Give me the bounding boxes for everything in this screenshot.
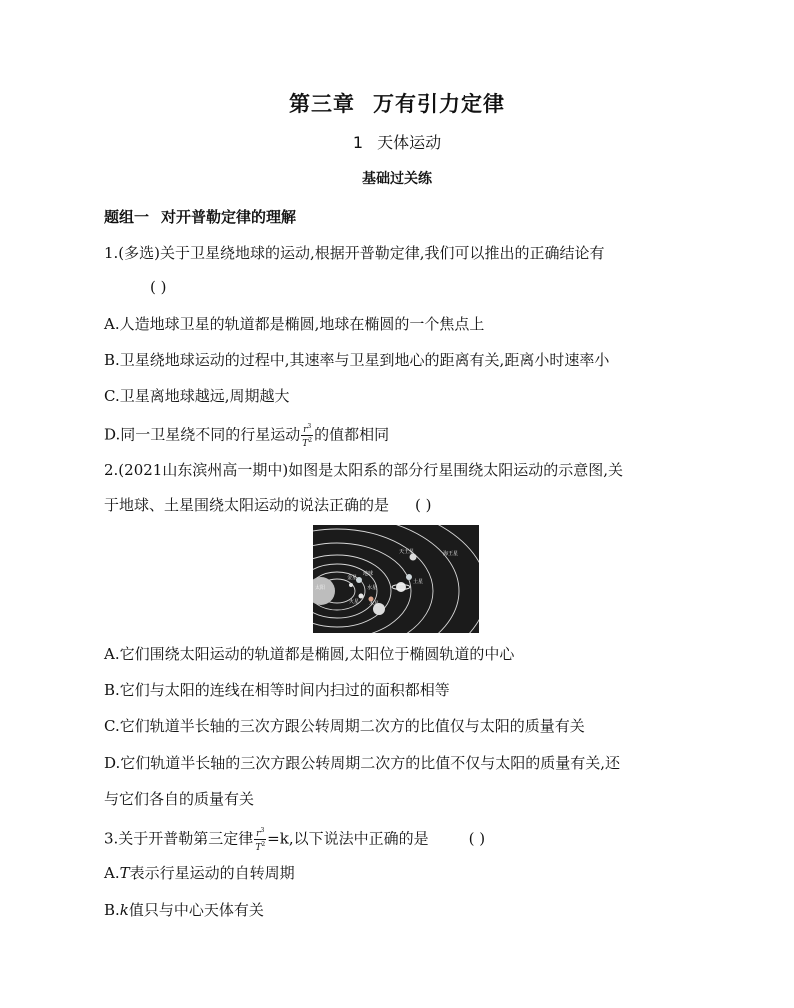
label-venus: 金星 — [347, 575, 358, 581]
practice-title: 基础过关练 — [362, 171, 432, 187]
fraction-numerator: r — [256, 829, 261, 839]
r3-over-t2-fraction: $\frac{r^3}{T^2}$ — [302, 423, 313, 449]
q3-answer-paren: ( ) — [468, 829, 486, 848]
uranus-icon — [406, 574, 412, 580]
q2-stem-line2-text: 于地球、土星围绕太阳运动的说法正确的是 — [104, 496, 390, 514]
q1-stem: 1.(多选)关于卫星绕地球的运动,根据开普勒定律,我们可以推出的正确结论有 — [104, 244, 605, 262]
q1-answer-paren: ( ) — [150, 278, 167, 296]
q3-option-a — [104, 863, 295, 883]
q2-stem-line1: 2.(2021山东滨州高一期中)如图是太阳系的部分行星围绕太阳运动的示意图,关 — [104, 461, 623, 479]
q1-option-a: A.人造地球卫星的轨道都是椭圆,地球在椭圆的一个焦点上 — [104, 315, 485, 333]
group-label: 题组一 — [104, 208, 150, 226]
q3-option-b-text: 值只与中心天体有关 — [128, 901, 264, 919]
q1-option-d-post: 的值都相同 — [314, 425, 390, 444]
q2-answer-paren: ( ) — [415, 496, 432, 514]
fraction-denominator: T — [255, 843, 262, 853]
q1-option-d — [104, 422, 389, 449]
q3-option-b — [104, 900, 264, 920]
label-jupiter: 木星 — [369, 601, 380, 607]
q1-option-b: B.卫星绕地球运动的过程中,其速率与卫星到地心的距离有关,距离小时速率小 — [104, 351, 610, 369]
label-sun: 太阳 — [315, 585, 326, 591]
q3-stem-pre: 3.关于开普勒第三定律 — [104, 829, 254, 848]
label-mercury: 水星 — [367, 585, 378, 591]
q2-option-d-line2: 与它们各自的质量有关 — [104, 790, 255, 808]
label-uranus: 天王星 — [399, 549, 415, 555]
section-title — [0, 130, 794, 153]
fraction-numerator: r — [303, 425, 308, 435]
q2-option-c: C.它们轨道半长轴的三次方跟公转周期二次方的比值仅与太阳的质量有关 — [104, 717, 585, 735]
q1-option-d-pre: D.同一卫星绕不同的行星运动 — [104, 425, 301, 444]
kepler-third-law-fraction: $\frac{r^3}{T^2}$ — [255, 827, 266, 853]
chapter-number: 第三章 — [289, 92, 355, 116]
label-neptune: 海王星 — [443, 551, 459, 557]
venus-icon — [359, 594, 364, 599]
mercury-icon — [349, 583, 353, 587]
q2-stem-line2 — [104, 495, 432, 515]
q3-stem — [104, 826, 485, 853]
label-saturn: 土星 — [413, 579, 424, 585]
q2-option-b: B.它们与太阳的连线在相等时间内扫过的面积都相等 — [104, 681, 450, 699]
saturn-icon — [396, 582, 406, 592]
q2-option-d-line1: D.它们轨道半长轴的三次方跟公转周期二次方的比值不仅与太阳的质量有关,还 — [104, 754, 621, 772]
q3-stem-eq: =k,以下说法中正确的是 — [267, 829, 429, 848]
q3-option-a-var: T — [119, 864, 130, 882]
solar-system-figure — [313, 525, 479, 633]
label-mars: 火星 — [349, 599, 360, 605]
q1-option-c: C.卫星离地球越远,周期越大 — [104, 387, 290, 405]
q3-option-b-prefix: B. — [104, 901, 120, 919]
fraction-denominator: T — [302, 439, 309, 449]
q2-option-a: A.它们围绕太阳运动的轨道都是椭圆,太阳位于椭圆轨道的中心 — [104, 645, 515, 663]
label-earth: 地球 — [363, 571, 374, 577]
chapter-name: 万有引力定律 — [373, 92, 505, 116]
group-title — [104, 206, 296, 227]
section-number: 1 — [352, 133, 364, 152]
q3-option-b-var: k — [119, 901, 129, 919]
chapter-title — [0, 88, 794, 118]
section-name: 天体运动 — [377, 133, 442, 152]
q3-option-a-text: 表示行星运动的自转周期 — [129, 864, 295, 882]
group-name: 对开普勒定律的理解 — [161, 208, 297, 226]
q3-option-a-prefix: A. — [104, 864, 120, 882]
